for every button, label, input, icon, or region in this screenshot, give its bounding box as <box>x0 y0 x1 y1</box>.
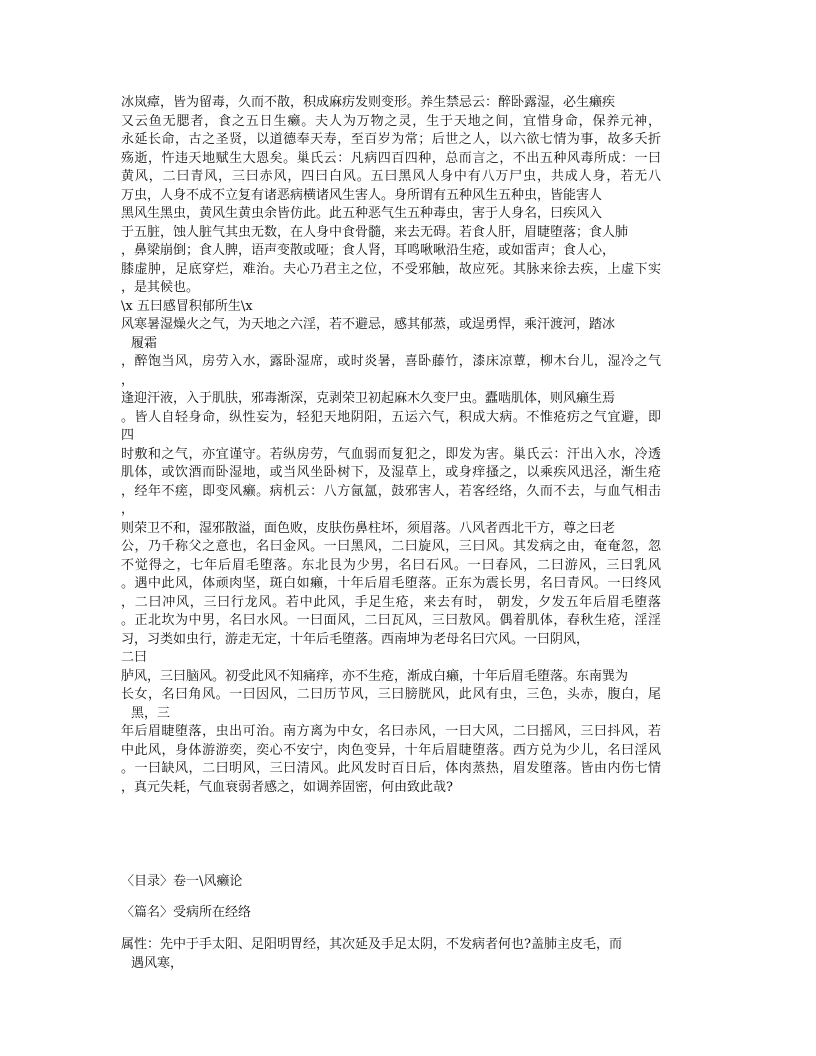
body-text-line: 黑，三 <box>131 705 171 721</box>
body-text-line: ，经年不瘥，即变风癞。病机云：八方氤氲，鼓邪害人，若客经络，久而不去，与血气相击 <box>121 483 661 499</box>
body-text-line: 长女，名曰角风。一曰因风，二曰历节风，三曰膀胱风，此风有虫，三色，头赤，腹白，尾 <box>121 687 661 702</box>
body-text-line: 。遇中此风，体顽肉坚，斑白如癞，十年后眉毛堕落。正东为震长男，名曰青风。一曰终风 <box>121 576 661 591</box>
body-text-line: 习，习类如虫行，游走无定，十年后毛堕落。西南坤为老母名曰穴风。一曰阴风， <box>121 631 590 647</box>
attribute-text <box>121 936 661 973</box>
body-text-line: 。正北坎为中男，名曰水风。一曰面风，二曰瓦风，三曰敖风。偶着肌体，春秋生疮，淫淫 <box>121 613 661 628</box>
body-text-line: ， <box>121 372 135 388</box>
document-page <box>121 94 661 973</box>
body-text-line: ，真元失耗，气血衰弱者感之，如调养固密，何由致此哉? <box>121 779 453 795</box>
catalog-heading: 〈目录〉卷一\风癞论 <box>121 874 243 889</box>
body-text-line: 中此风，身体游游奕，奕心不安宁，肉色变异，十年后眉睫堕落。西方兑为少儿，名曰淫风 <box>121 742 661 758</box>
body-text-line: 二曰 <box>121 650 148 665</box>
body-text-line: 风寒暑湿燥火之气，为天地之六淫，若不避忌，感其郁蒸，或逞勇悍，乘汗渡河，踏冰 <box>121 317 616 332</box>
body-text-line: 膝虚肿，足底穿烂，难治。夫心乃君主之位，不受邪触，故应死。其脉来徐去疾，上虚下实 <box>121 261 661 277</box>
body-text-line: ， <box>121 502 135 517</box>
body-text-line: 公，乃千称父之意也，名曰金风。一曰黑风，二曰旋风，三曰风。其发病之由，奄奄忽，忽 <box>121 539 661 554</box>
body-text-line: 。皆人自轻身命，纵性妄为，轻犯天地阴阳，五运六气，积成大病。不惟疮疠之气宜避，即 <box>121 409 661 425</box>
body-text <box>121 94 661 797</box>
chapter-heading: 〈篇名〉受病所在经络 <box>121 904 252 920</box>
body-text-line: 冰岚瘴，皆为留毒，久而不散，积成麻疠发则变形。养生禁忌云：醉卧露湿，必生癞疾 <box>121 95 616 110</box>
body-text-line: 黑风生黑虫，黄风生黄虫余皆仿此。此五种恶气生五种毒虫，害于人身名，曰疾风入 <box>121 206 603 221</box>
body-text-line: 又云鱼无腮者，食之五日生癞。夫人为万物之灵，生于天地之间，宜惜身命，保养元神， <box>121 113 661 129</box>
body-text-line: \x 五曰感冒积郁所生\x <box>121 298 253 314</box>
attribute-text-line: 属性：先中于手太阳、足阳明胃经，其次延及手足太阴，不发病者何也?盖肺主皮毛，而 <box>121 937 622 952</box>
body-text-line: 殇逝，忤违天地赋生大恩矣。巢氏云：凡病四百四种，总而言之，不出五种风毒所成：一曰 <box>121 150 661 166</box>
body-text-line: ，鼻梁崩倒；食人脾，语声变散或哑；食人肾，耳鸣啾啾沿生疮，或如雷声；食人心， <box>121 243 616 258</box>
body-text-line: 胪风，三曰脑风。初受此风不知痛痒，亦不生疮，渐成白癞，十年后眉毛堕落。东南巽为 <box>121 668 629 684</box>
body-text-line: 不觉得之，七年后眉毛堕落。东北艮为少男，名曰石风。一曰春风，二曰游风，三曰乳风 <box>121 557 661 573</box>
body-text-line: 履霜 <box>131 335 158 351</box>
body-text-line: ，醉饱当风，房劳入水，露卧湿席，或时炎暑，喜卧藤竹，漆床凉蕈，柳木台儿，湿冷之气 <box>121 354 661 369</box>
body-text-line: 逢迎汗液，入于肌肤，邪毒渐深，克剥荣卫初起麻木久变尸虫。蠹啮肌体，则风癞生焉 <box>121 391 616 406</box>
body-text-line: 。一曰缺风，二曰明风，三曰清风。此风发时百日后，体肉蒸热，眉发堕落。皆由内伤七情 <box>121 761 661 776</box>
body-text-line: 永延长命，古之圣贤，以道德奉天寿，至百岁为常；后世之人，以六欲七情为事，故多夭折 <box>121 132 661 147</box>
body-text-line: 年后眉睫堕落，虫出可治。南方离为中女，名曰赤风，一曰大风，二曰摇风，三曰抖风，若 <box>121 724 661 739</box>
body-text-line: 肌体，或饮酒而卧湿地，或当风坐卧树下，及湿草上，或身痒搔之，以乘疾风迅泾，渐生疮 <box>121 465 661 480</box>
attribute-text-line: 遇风寒， <box>131 955 184 971</box>
body-text-line: 万虫，人身不成不立复有诸恶病横诸风生害人。身所谓有五种风生五种虫，皆能害人 <box>121 187 603 203</box>
body-text-line: 于五脏，蚀人脏气其虫无数，在人身中食骨髓，来去无碍。若食人肝，眉睫堕落；食人肺 <box>121 224 629 240</box>
body-text-line: ，二曰冲风，三曰行龙风。若中此风，手足生疮，来去有时， 朝发，夕发五年后眉毛堕落 <box>121 594 661 610</box>
body-text-line: 黄风，二曰青风，三曰赤风，四曰白风。五曰黑风人身中有八万尸虫，共成人身，若无八 <box>121 169 661 184</box>
body-text-line: 时敷和之气，亦宜谨守。若纵房劳，气血弱而复犯之，即发为害。巢氏云：汗出入水，冷透 <box>121 446 661 462</box>
body-text-line: 四 <box>121 428 135 443</box>
body-text-line: 则荣卫不和，湿邪散溢，面色败，皮肤伤鼻柱坏，须眉落。八风者西北干方，尊之曰老 <box>121 520 616 536</box>
body-text-line: ，是其候也。 <box>121 280 200 295</box>
